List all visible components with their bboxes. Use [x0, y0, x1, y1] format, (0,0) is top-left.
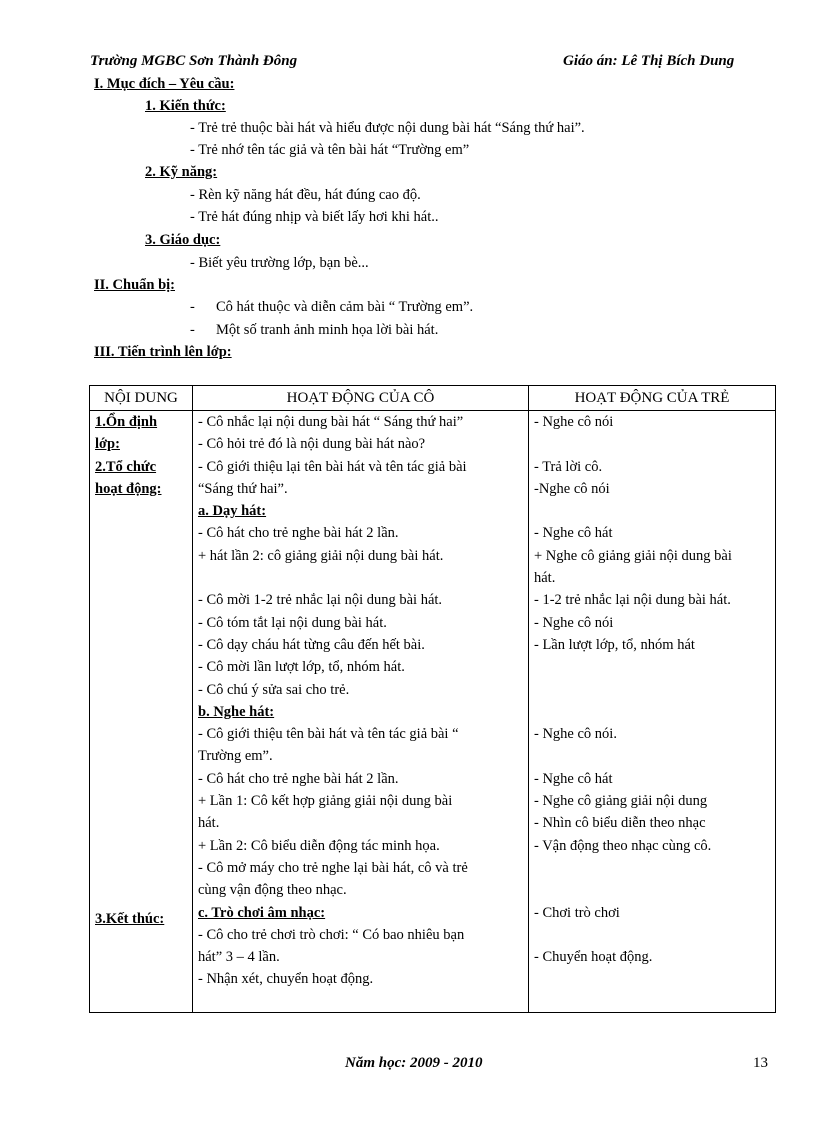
knowledge-item: - Trẻ nhớ tên tác giả và tên bài hát “Trường em”	[190, 142, 470, 158]
teacher-line: - Nhận xét, chuyển hoạt động.	[198, 971, 374, 988]
teacher-line: - Cô hỏi trẻ đó là nội dung bài hát nào?	[198, 436, 426, 453]
skills-title: 2. Kỹ năng:	[145, 164, 218, 180]
child-line: - Nhìn cô biểu diễn theo nhạc	[534, 815, 706, 832]
teacher-line: Trường em”.	[198, 748, 273, 765]
child-line: - 1-2 trẻ nhắc lại nội dung bài hát.	[534, 592, 731, 609]
page-number: 13	[753, 1055, 768, 1071]
school-name: Trường MGBC Sơn Thành Đông	[90, 53, 298, 69]
step-conclusion: 3.Kết thúc:	[95, 910, 165, 927]
child-line: - Nghe cô nói	[534, 614, 614, 631]
teacher-line: - Cô hát cho trẻ nghe bài hát 2 lần.	[198, 770, 399, 787]
section-2-title: II. Chuẩn bị:	[94, 277, 175, 293]
teacher-line: - Cô giới thiệu tên bài hát và tên tác giả bài “	[198, 726, 459, 743]
teacher-name: Giáo án: Lê Thị Bích Dung	[563, 53, 735, 69]
content-column	[90, 411, 193, 1013]
teacher-column	[193, 411, 529, 1013]
child-line: - Chơi trò chơi	[534, 904, 620, 921]
child-line: - Vận động theo nhạc cùng cô.	[534, 837, 712, 854]
skills-item: - Trẻ hát đúng nhịp và biết lấy hơi khi hát..	[190, 209, 439, 225]
teacher-line: + Lần 2: Cô biểu diễn động tác minh họa.	[198, 837, 440, 854]
child-line: - Nghe cô nói.	[534, 726, 617, 743]
section-1-title: I. Mục đích – Yêu cầu:	[94, 76, 235, 92]
children-column	[529, 411, 776, 1013]
listening-title: b. Nghe hát:	[198, 703, 275, 720]
section-3-title: III. Tiến trình lên lớp:	[94, 344, 232, 360]
table-body-row	[90, 411, 776, 1013]
teaching-song-title: a. Dạy hát:	[198, 503, 267, 520]
prep-item: Một số tranh ảnh minh họa lời bài hát.	[216, 322, 439, 338]
music-game-title: c. Trò chơi âm nhạc:	[198, 904, 326, 921]
child-line: - Nghe cô giảng giải nội dung	[534, 793, 708, 810]
teacher-line: - Cô tóm tắt lại nội dung bài hát.	[198, 614, 387, 631]
prep-bullet: -	[190, 322, 195, 338]
teacher-line: hát.	[198, 815, 220, 832]
step-organize-cont: hoạt động:	[95, 480, 162, 497]
teacher-line: - Cô mở máy cho trẻ nghe lại bài hát, cô và trẻ	[198, 859, 468, 876]
knowledge-item: - Trẻ trẻ thuộc bài hát và hiểu được nội dung bài hát “Sáng thứ hai”.	[190, 120, 585, 136]
step-organize: 2.Tổ chức	[95, 458, 157, 475]
teacher-line: cùng vận động theo nhạc.	[198, 882, 347, 899]
teacher-line: - Cô giới thiệu lại tên bài hát và tên tác giả bài	[198, 458, 467, 475]
knowledge-title: 1. Kiến thức:	[145, 98, 226, 114]
education-item: - Biết yêu trường lớp, bạn bè...	[190, 255, 369, 271]
teacher-line: hát” 3 – 4 lần.	[198, 949, 280, 966]
step-stabilize: 1.Ổn định	[95, 414, 158, 430]
teacher-line: + hát lần 2: cô giảng giải nội dung bài hát.	[198, 547, 444, 564]
teacher-line: - Cô mời lần lượt lớp, tổ, nhóm hát.	[198, 659, 405, 676]
child-line: - Trả lời cô.	[534, 458, 603, 475]
teacher-line: - Cô mời 1-2 trẻ nhắc lại nội dung bài hát.	[198, 592, 443, 609]
education-title: 3. Giáo dục:	[145, 232, 221, 248]
teacher-line: + Lần 1: Cô kết hợp giảng giải nội dung bài	[198, 793, 453, 810]
school-year: Năm học: 2009 - 2010	[345, 1055, 483, 1071]
child-line: + Nghe cô giảng giải nội dung bài	[534, 547, 732, 564]
teacher-line: - Cô dạy cháu hát từng câu đến hết bài.	[198, 636, 425, 653]
prep-item: Cô hát thuộc và diễn cảm bài “ Trường em”.	[216, 299, 474, 315]
table-header-row	[90, 386, 776, 411]
step-stabilize-cont: lớp:	[95, 436, 120, 453]
child-line: - Nghe cô hát	[534, 770, 613, 787]
prep-bullet: -	[190, 299, 195, 315]
skills-item: - Rèn kỹ năng hát đều, hát đúng cao độ.	[190, 187, 421, 203]
child-line: - Chuyển hoạt động.	[534, 949, 653, 966]
teacher-line: “Sáng thứ hai”.	[198, 480, 288, 497]
teacher-line: - Cô nhắc lại nội dung bài hát “ Sáng thứ hai”	[198, 414, 464, 430]
header-teacher: HOẠT ĐỘNG CỦA CÔ	[193, 386, 529, 411]
child-line: - Lần lượt lớp, tổ, nhóm hát	[534, 636, 695, 653]
lesson-plan-table	[89, 385, 776, 1013]
teacher-line: - Cô chú ý sửa sai cho trẻ.	[198, 681, 350, 698]
header-content: NỘI DUNG	[90, 386, 193, 411]
child-line: -Nghe cô nói	[534, 480, 610, 497]
child-line: - Nghe cô hát	[534, 525, 613, 542]
child-line: hát.	[534, 570, 556, 587]
child-line: - Nghe cô nói	[534, 414, 614, 430]
teacher-line: - Cô hát cho trẻ nghe bài hát 2 lần.	[198, 525, 399, 542]
teacher-line: - Cô cho trẻ chơi trò chơi: “ Có bao nhiêu bạn	[198, 926, 465, 943]
header-children: HOẠT ĐỘNG CỦA TRẺ	[529, 386, 776, 411]
